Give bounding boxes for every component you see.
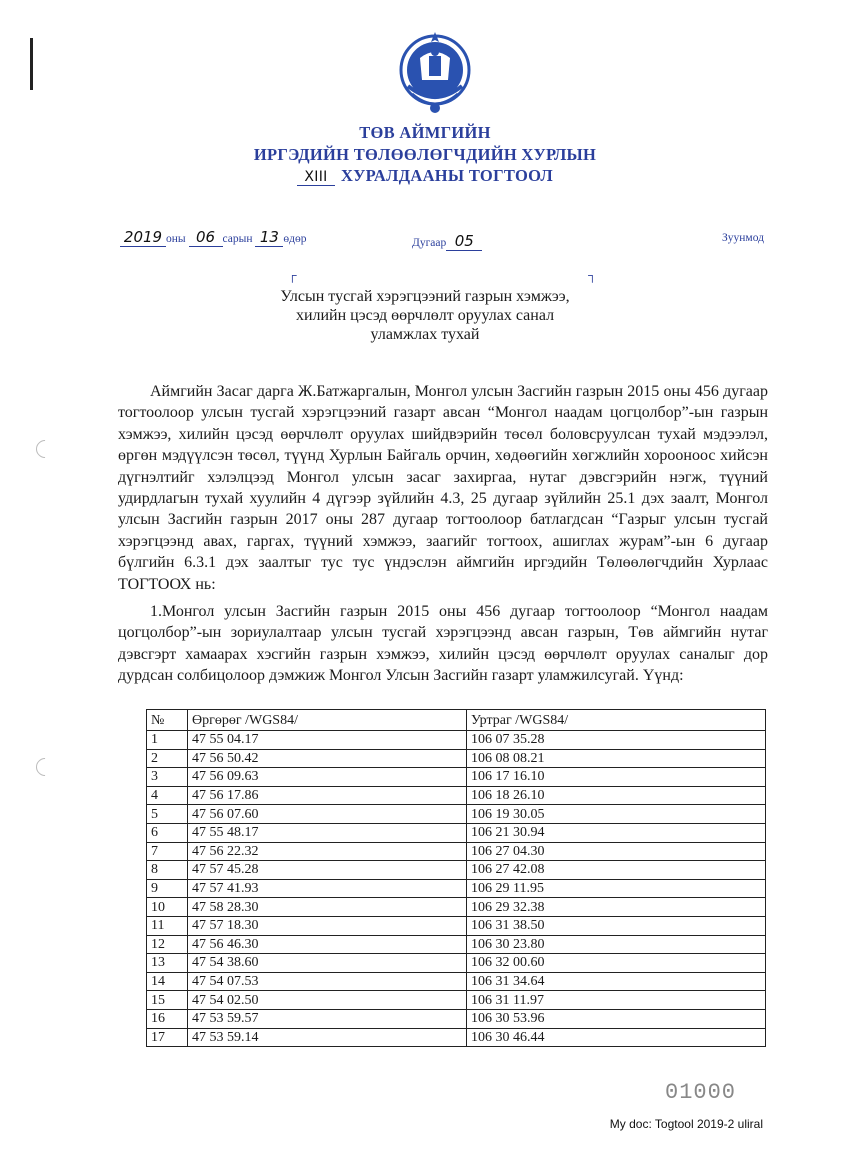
punch-hole: [32, 436, 57, 461]
session-number: XIII: [297, 169, 335, 186]
col-header-longitude: Уртраг /WGS84/: [467, 710, 766, 731]
cell-longitude: 106 31 38.50: [467, 916, 766, 935]
cell-latitude: 47 56 50.42: [188, 749, 467, 768]
cell-number: 3: [147, 768, 188, 787]
table-row: [147, 749, 766, 768]
cell-number: 15: [147, 991, 188, 1010]
title-line-1: Улсын тусгай хэрэгцээний газрын хэмжээ,: [280, 288, 570, 305]
document-title: [0, 287, 850, 344]
cell-latitude: 47 56 46.30: [188, 935, 467, 954]
title-line-2: хилийн цэсэд өөрчлөлт оруулах санал: [295, 307, 555, 324]
col-header-number: №: [147, 710, 188, 731]
table-row: [147, 842, 766, 861]
cell-longitude: 106 17 16.10: [467, 768, 766, 787]
table-header-row: [147, 710, 766, 731]
table-row: [147, 1028, 766, 1047]
cell-number: 5: [147, 805, 188, 824]
cell-number: 8: [147, 861, 188, 880]
cell-number: 14: [147, 972, 188, 991]
cell-number: 9: [147, 879, 188, 898]
cell-longitude: 106 31 11.97: [467, 991, 766, 1010]
cell-latitude: 47 55 48.17: [188, 823, 467, 842]
date-day: 13: [255, 228, 283, 247]
stamped-number: 01000: [665, 1080, 737, 1105]
header-line-3-text: ХУРАЛДААНЫ ТОГТООЛ: [341, 166, 553, 185]
table-row: [147, 805, 766, 824]
col-header-latitude: Өргөрөг /WGS84/: [188, 710, 467, 731]
cell-number: 12: [147, 935, 188, 954]
title-line-3: уламжлах тухай: [370, 326, 480, 343]
cell-number: 4: [147, 786, 188, 805]
cell-longitude: 106 29 32.38: [467, 898, 766, 917]
cell-longitude: 106 30 23.80: [467, 935, 766, 954]
cell-latitude: 47 54 38.60: [188, 954, 467, 973]
title-corner-right: ┐: [588, 268, 597, 282]
cell-longitude: 106 31 34.64: [467, 972, 766, 991]
header-line-2: ИРГЭДИЙН ТӨЛӨӨЛӨГЧДИЙН ХУРЛЫН: [253, 145, 597, 164]
cell-longitude: 106 30 46.44: [467, 1028, 766, 1047]
header-line-3: [0, 166, 850, 186]
date-day-suffix: өдөр: [283, 233, 307, 245]
cell-latitude: 47 56 09.63: [188, 768, 467, 787]
state-emblem-icon: [398, 28, 472, 116]
cell-longitude: 106 07 35.28: [467, 731, 766, 750]
table-row: [147, 823, 766, 842]
cell-number: 16: [147, 1009, 188, 1028]
cell-number: 11: [147, 916, 188, 935]
cell-latitude: 47 58 28.30: [188, 898, 467, 917]
table-row: [147, 954, 766, 973]
cell-longitude: 106 18 26.10: [467, 786, 766, 805]
cell-latitude: 47 53 59.14: [188, 1028, 467, 1047]
date-year-suffix: оны: [166, 233, 186, 245]
cell-latitude: 47 57 41.93: [188, 879, 467, 898]
cell-latitude: 47 56 17.86: [188, 786, 467, 805]
place-name: Зуунмод: [722, 232, 764, 244]
body-paragraph-2: 1.Монгол улсын Засгийн газрын 2015 оны 456 дугаар тогтоолоор “Монгол наадам цогцолбор”-ын зориулалтаар улсын тусгай хэрэгцээнд авсан газрын, Төв аймгийн нутаг дэвсгэрт хамаарах хэсгийн газрын хэмжээ, хилийн цэсэд өөрчлөлт оруулах саналыг дор дурдсан солбицолоор дэмжиж Монгол Улсын Засгийн газарт уламжилсугай. Үүнд:: [118, 603, 768, 685]
cell-number: 6: [147, 823, 188, 842]
cell-latitude: 47 56 07.60: [188, 805, 467, 824]
cell-longitude: 106 29 11.95: [467, 879, 766, 898]
cell-number: 17: [147, 1028, 188, 1047]
cell-latitude: 47 54 07.53: [188, 972, 467, 991]
table-row: [147, 879, 766, 898]
cell-number: 10: [147, 898, 188, 917]
cell-latitude: 47 57 18.30: [188, 916, 467, 935]
table-row: [147, 861, 766, 880]
cell-number: 1: [147, 731, 188, 750]
table-row: [147, 768, 766, 787]
header-line-1: ТӨВ АЙМГИЙН: [359, 123, 491, 142]
cell-longitude: 106 27 04.30: [467, 842, 766, 861]
table-row: [147, 916, 766, 935]
number-label: Дугаар: [412, 237, 447, 249]
cell-longitude: 106 21 30.94: [467, 823, 766, 842]
title-corner-left: ┌: [288, 268, 297, 282]
date-month: 06: [189, 228, 223, 247]
cell-latitude: 47 55 04.17: [188, 731, 467, 750]
cell-number: 2: [147, 749, 188, 768]
cell-latitude: 47 54 02.50: [188, 991, 467, 1010]
binder-mark: [30, 38, 33, 90]
cell-latitude: 47 56 22.32: [188, 842, 467, 861]
cell-longitude: 106 30 53.96: [467, 1009, 766, 1028]
table-row: [147, 1009, 766, 1028]
table-row: [147, 898, 766, 917]
cell-longitude: 106 08 08.21: [467, 749, 766, 768]
cell-number: 13: [147, 954, 188, 973]
punch-hole: [32, 754, 57, 779]
cell-longitude: 106 27 42.08: [467, 861, 766, 880]
coordinates-table: [146, 709, 766, 1047]
cell-number: 7: [147, 842, 188, 861]
table-row: [147, 786, 766, 805]
cell-latitude: 47 53 59.57: [188, 1009, 467, 1028]
body-paragraph-1: Аймгийн Засаг дарга Ж.Батжаргалын, Монгол улсын Засгийн газрын 2015 оны 456 дугаар тогтоолоор улсын тусгай хэрэгцээний газарт авсан “Монгол наадам цогцолбор”-ын газрын хэмжээ, хилийн цэсэд өөрчлөлт оруулах шийдвэрийн төсөл боловсруулсан тухай мэдээлэл, өргөн мэдүүлсэн төсөл, түүнд Хурлын Байгаль орчин, хөдөөгийн хөгжлийн хорооноос хийсэн дүгнэлтийг хэлэлцээд Монгол улсын засаг захиргаа, нутаг дэвсгэрийн нэгж, түүний удирдлагын тухай хуулийн 4 дүгээр зүйлийн 4.3, 25 дугаар зүйлийн 25.1 дэх заалт, Монгол улсын Засгийн газрын 2017 оны 287 дугаар тогтоолоор батлагдсан “Газрыг улсын тусгай хэрэгцээнд авах, гаргах, түүний хэмжээ, заагийг тогтоох, ашиглах журам”-ын 6 дугаар бүлгийн 6.3.1 дэх заалтыг тус тус үндэслэн аймгийн иргэдийн Төлөөлөгчдийн Хурлаас ТОГТООХ нь:: [118, 383, 768, 593]
table-row: [147, 991, 766, 1010]
table-row: [147, 935, 766, 954]
date-line: [120, 228, 770, 250]
document-number: 05: [446, 232, 482, 251]
date-year: 2019: [120, 228, 166, 247]
date-month-suffix: сарын: [222, 233, 253, 245]
cell-latitude: 47 57 45.28: [188, 861, 467, 880]
table-body: [147, 731, 766, 1047]
footer-doc-label: My doc: Togtool 2019-2 uliral: [609, 1117, 763, 1131]
cell-longitude: 106 19 30.05: [467, 805, 766, 824]
cell-longitude: 106 32 00.60: [467, 954, 766, 973]
table-row: [147, 972, 766, 991]
table-row: [147, 731, 766, 750]
